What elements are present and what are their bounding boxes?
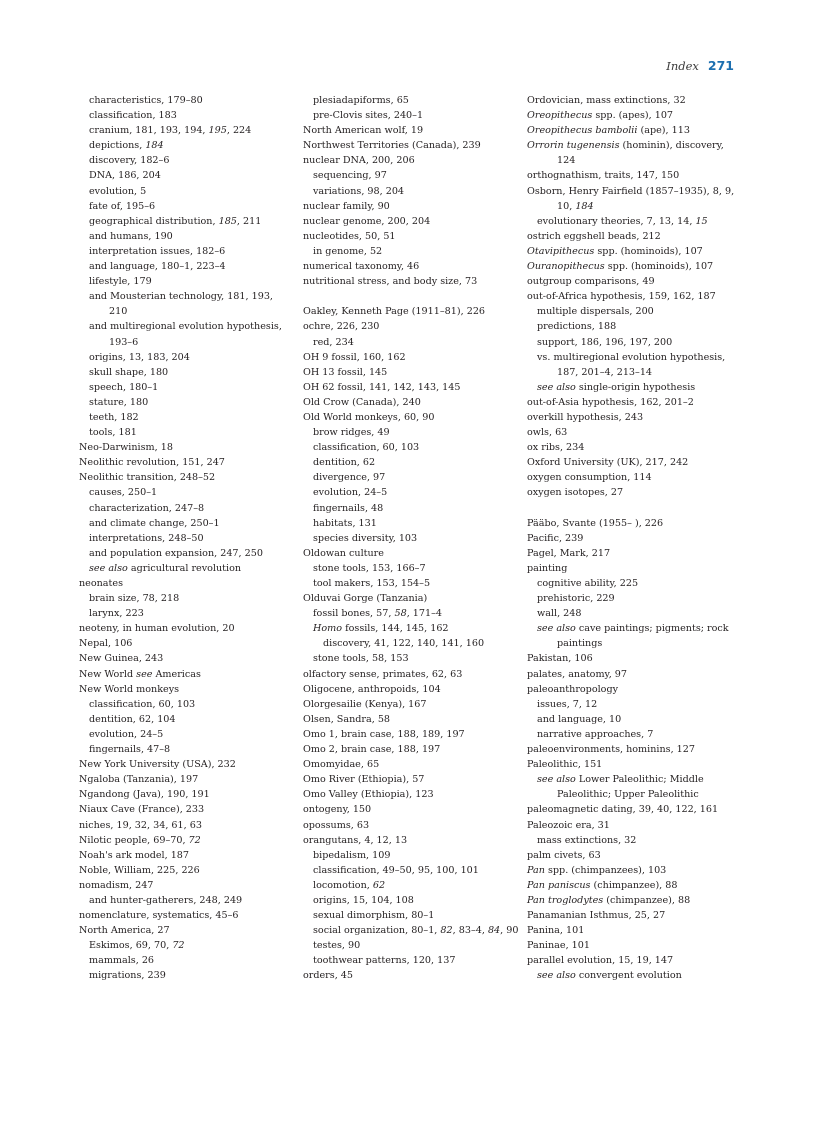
- index-entry: New Guinea, 243: [79, 653, 164, 665]
- index-subentry: issues, 7, 12: [537, 698, 598, 710]
- index-subentry: discovery, 41, 122, 140, 141, 160: [323, 638, 485, 650]
- index-subentry: interpretation issues, 182–6: [89, 245, 226, 257]
- index-subentry: skull shape, 180: [89, 366, 169, 378]
- index-entry: Ngaloba (Tanzania), 197: [79, 774, 199, 786]
- index-subentry: social organization, 80–1, 82, 83–4, 84, 90: [313, 925, 519, 937]
- index-entry: Ordovician, mass extinctions, 32: [527, 95, 686, 106]
- index-entry: owls, 63: [527, 427, 568, 439]
- index-entry: Omo River (Ethiopia), 57: [303, 774, 425, 786]
- index-subentry: brow ridges, 49: [313, 427, 390, 439]
- index-entry: Olduvai Gorge (Tanzania): [303, 593, 428, 605]
- running-header: [666, 58, 734, 73]
- index-entry: Pan troglodytes (chimpanzee), 88: [527, 894, 691, 906]
- index-entry: New York University (USA), 232: [79, 759, 236, 771]
- index-entry: Northwest Territories (Canada), 239: [303, 140, 481, 152]
- index-entry: neoteny, in human evolution, 20: [79, 623, 235, 635]
- page-number: 271: [707, 58, 734, 73]
- index-entry: Old World monkeys, 60, 90: [303, 411, 435, 423]
- index-entry: OH 13 fossil, 145: [303, 366, 388, 378]
- index-subentry: locomotion, 62: [313, 879, 386, 891]
- index-entry: Osborn, Henry Fairfield (1857–1935), 8, 9,: [527, 185, 735, 197]
- index-subentry: larynx, 223: [89, 608, 144, 620]
- index-subentry: pre-Clovis sites, 240–1: [313, 110, 424, 122]
- index-column-1: [79, 93, 294, 984]
- index-subentry: interpretations, 248–50: [89, 532, 204, 544]
- running-header-label: Index: [666, 59, 699, 73]
- index-subentry: narrative approaches, 7: [537, 728, 654, 740]
- index-subentry: cognitive ability, 225: [537, 578, 639, 589]
- index-entry: Oreopithecus bambolii (ape), 113: [527, 125, 690, 137]
- index-entry: nucleotides, 50, 51: [303, 230, 396, 242]
- index-entry: paleoanthropology: [527, 683, 619, 695]
- index-subentry: and language, 10: [537, 713, 622, 725]
- index-subentry: Eskimos, 69, 70, 72: [89, 940, 185, 952]
- index-entry: palm civets, 63: [527, 849, 601, 861]
- index-subentry: fingernails, 47–8: [89, 744, 171, 756]
- index-entry: North American wolf, 19: [303, 125, 424, 137]
- index-subentry: plesiadapiforms, 65: [313, 95, 409, 106]
- index-subentry: see also cave paintings; pigments; rock: [537, 623, 729, 635]
- index-subentry: teeth, 182: [89, 411, 139, 423]
- index-subentry: speech, 180–1: [89, 381, 159, 393]
- index-entry: oxygen consumption, 114: [527, 472, 652, 484]
- index-entry: Old Crow (Canada), 240: [303, 396, 421, 408]
- index-entry: Pan spp. (chimpanzees), 103: [527, 864, 667, 876]
- index-entry: out-of-Africa hypothesis, 159, 162, 187: [527, 291, 716, 303]
- index-entry: Pakistan, 106: [527, 653, 593, 665]
- index-entry: orangutans, 4, 12, 13: [303, 834, 408, 846]
- index-subentry: characteristics, 179–80: [89, 95, 203, 106]
- index-entry: nomenclature, systematics, 45–6: [79, 910, 239, 922]
- index-entry: paleoenvironments, hominins, 127: [527, 744, 695, 756]
- index-subentry: and climate change, 250–1: [89, 517, 220, 529]
- index-entry: Pagel, Mark, 217: [527, 547, 611, 559]
- index-subentry: geographical distribution, 185, 211: [89, 215, 262, 227]
- index-entry: Nilotic people, 69–70, 72: [79, 834, 201, 846]
- index-subentry: species diversity, 103: [313, 532, 418, 544]
- index-entry: palates, anatomy, 97: [527, 668, 628, 680]
- index-subentry: origins, 13, 183, 204: [89, 351, 190, 363]
- index-subentry: mammals, 26: [89, 955, 155, 967]
- index-entry: Panamanian Isthmus, 25, 27: [527, 910, 666, 922]
- index-subentry: and language, 180–1, 223–4: [89, 261, 226, 273]
- index-entry: out-of-Asia hypothesis, 162, 201–2: [527, 396, 694, 408]
- index-entry: Niaux Cave (France), 233: [79, 804, 205, 816]
- index-subentry: vs. multiregional evolution hypothesis,: [537, 351, 726, 363]
- index-entry: nuclear DNA, 200, 206: [303, 155, 415, 167]
- index-subentry: evolution, 5: [89, 185, 147, 197]
- index-subentry: fingernails, 48: [313, 502, 384, 514]
- index-subentry: classification, 49–50, 95, 100, 101: [313, 864, 479, 876]
- index-entry: New World monkeys: [79, 683, 180, 695]
- index-subentry: classification, 183: [89, 110, 177, 122]
- index-entry: orthognathism, traits, 147, 150: [527, 170, 680, 182]
- index-subentry: habitats, 131: [313, 517, 377, 529]
- index-entry: Neo-Darwinism, 18: [79, 442, 173, 454]
- index-subentry: see also Lower Paleolithic; Middle: [537, 774, 704, 786]
- index-entry: Paninae, 101: [527, 940, 590, 952]
- index-subentry: fossil bones, 57, 58, 171–4: [313, 608, 442, 620]
- index-subentry: mass extinctions, 32: [537, 834, 637, 846]
- index-subentry: red, 234: [313, 336, 354, 348]
- index-entry: Paleolithic, 151: [527, 759, 603, 771]
- index-subentry: DNA, 186, 204: [89, 170, 161, 182]
- index-subentry: Paleolithic; Upper Paleolithic: [557, 789, 699, 801]
- index-subentry: predictions, 188: [537, 321, 617, 333]
- index-entry: neonates: [79, 578, 123, 589]
- index-entry: Olorgesailie (Kenya), 167: [303, 698, 427, 710]
- index-entry: Noble, William, 225, 226: [79, 864, 200, 876]
- index-subentry: prehistoric, 229: [537, 593, 615, 605]
- index-entry: niches, 19, 32, 34, 61, 63: [79, 819, 202, 831]
- index-subentry: Homo fossils, 144, 145, 162: [313, 623, 449, 635]
- index-subentry: migrations, 239: [89, 970, 166, 982]
- index-entry: Pacific, 239: [527, 532, 584, 544]
- index-subentry: classification, 60, 103: [313, 442, 420, 454]
- index-subentry: paintings: [557, 638, 603, 650]
- index-entry: numerical taxonomy, 46: [303, 261, 420, 273]
- index-subentry: divergence, 97: [313, 472, 386, 484]
- index-entry: paleomagnetic dating, 39, 40, 122, 161: [527, 804, 719, 816]
- index-entry: Omo 2, brain case, 188, 197: [303, 744, 441, 756]
- index-subentry: tool makers, 153, 154–5: [313, 578, 431, 589]
- index-entry: orders, 45: [303, 970, 353, 982]
- index-entry: Oxford University (UK), 217, 242: [527, 457, 689, 469]
- index-subentry: brain size, 78, 218: [89, 593, 180, 605]
- index-section-gap: [527, 501, 742, 516]
- index-subentry: and population expansion, 247, 250: [89, 547, 263, 559]
- index-subentry: wall, 248: [537, 608, 582, 620]
- index-subentry: causes, 250–1: [89, 487, 158, 499]
- index-entry: Oakley, Kenneth Page (1911–81), 226: [303, 306, 486, 318]
- index-subentry: dentition, 62: [313, 457, 376, 469]
- index-subentry: characterization, 247–8: [89, 502, 205, 514]
- index-subentry: classification, 60, 103: [89, 698, 196, 710]
- index-subentry: and Mousterian technology, 181, 193,: [89, 291, 273, 303]
- index-entry: Ngandong (Java), 190, 191: [79, 789, 210, 801]
- index-entry: Nepal, 106: [79, 638, 133, 650]
- index-entry: Panina, 101: [527, 925, 585, 937]
- index-entry: Ouranopithecus spp. (hominoids), 107: [527, 261, 714, 273]
- index-entry: North America, 27: [79, 925, 170, 937]
- index-subentry: dentition, 62, 104: [89, 713, 176, 725]
- index-entry: Paleozoic era, 31: [527, 819, 610, 831]
- index-subentry: bipedalism, 109: [313, 849, 391, 861]
- index-entry: painting: [527, 562, 568, 574]
- index-entry: Oreopithecus spp. (apes), 107: [527, 110, 674, 122]
- index-subentry: tools, 181: [89, 427, 137, 439]
- index-entry: olfactory sense, primates, 62, 63: [303, 668, 463, 680]
- index-entry: nuclear genome, 200, 204: [303, 215, 431, 227]
- index-subentry: testes, 90: [313, 940, 361, 952]
- index-subentry: sequencing, 97: [313, 170, 387, 182]
- index-entry: nuclear family, 90: [303, 200, 390, 212]
- index-entry: Pan paniscus (chimpanzee), 88: [527, 879, 678, 891]
- index-subentry: see also convergent evolution: [537, 970, 682, 982]
- index-subentry: 210: [109, 306, 128, 318]
- index-subentry: evolutionary theories, 7, 13, 14, 15: [537, 215, 708, 227]
- index-entry: Orrorin tugenensis (hominin), discovery,: [527, 140, 724, 152]
- index-column-2: [303, 93, 518, 984]
- index-subentry: evolution, 24–5: [89, 728, 164, 740]
- index-subentry: origins, 15, 104, 108: [313, 894, 414, 906]
- index-subentry: multiple dispersals, 200: [537, 306, 654, 318]
- index-subentry: 193–6: [109, 336, 139, 348]
- index-entry: OH 9 fossil, 160, 162: [303, 351, 406, 363]
- index-entry: Omomyidae, 65: [303, 759, 380, 771]
- index-subentry: in genome, 52: [313, 245, 383, 257]
- index-entry: Neolithic transition, 248–52: [79, 472, 216, 484]
- index-subentry: and hunter-gatherers, 248, 249: [89, 894, 243, 906]
- index-entry: oxygen isotopes, 27: [527, 487, 624, 499]
- index-subentry: and humans, 190: [89, 230, 173, 242]
- index-subentry: see also single-origin hypothesis: [537, 381, 696, 393]
- index-entry: Omo 1, brain case, 188, 189, 197: [303, 728, 465, 740]
- index-entry: Olsen, Sandra, 58: [303, 713, 391, 725]
- index-entry: ontogeny, 150: [303, 804, 372, 816]
- index-entry: outgroup comparisons, 49: [527, 276, 655, 288]
- index-entry: New World see Americas: [79, 668, 201, 680]
- index-subentry: stature, 180: [89, 396, 149, 408]
- index-subentry: stone tools, 58, 153: [313, 653, 409, 665]
- index-subentry: see also agricultural revolution: [89, 562, 242, 574]
- index-entry: Omo Valley (Ethiopia), 123: [303, 789, 434, 801]
- index-entry: parallel evolution, 15, 19, 147: [527, 955, 674, 967]
- index-subentry: variations, 98, 204: [313, 185, 405, 197]
- index-entry: overkill hypothesis, 243: [527, 411, 644, 423]
- index-column-3: [527, 93, 742, 984]
- index-entry: Pääbo, Svante (1955– ), 226: [527, 517, 664, 529]
- index-entry: ochre, 226, 230: [303, 321, 380, 333]
- index-entry: nomadism, 247: [79, 879, 154, 891]
- index-subentry: fate of, 195–6: [89, 200, 156, 212]
- index-entry: Oldowan culture: [303, 547, 384, 559]
- index-subentry: sexual dimorphism, 80–1: [313, 910, 435, 922]
- index-entry: Oligocene, anthropoids, 104: [303, 683, 441, 695]
- index-subentry: cranium, 181, 193, 194, 195, 224: [89, 125, 252, 137]
- index-entry: Noah's ark model, 187: [79, 849, 190, 861]
- index-subentry: toothwear patterns, 120, 137: [313, 955, 456, 967]
- index-entry: Neolithic revolution, 151, 247: [79, 457, 225, 469]
- index-subentry: stone tools, 153, 166–7: [313, 562, 426, 574]
- index-subentry: and multiregional evolution hypothesis,: [89, 321, 282, 333]
- index-subentry: support, 186, 196, 197, 200: [537, 336, 673, 348]
- index-subentry: evolution, 24–5: [313, 487, 388, 499]
- index-entry: nutritional stress, and body size, 73: [303, 276, 478, 288]
- index-subentry: depictions, 184: [89, 140, 164, 152]
- index-subentry: discovery, 182–6: [89, 155, 170, 167]
- index-entry: opossums, 63: [303, 819, 370, 831]
- index-entry: ox ribs, 234: [527, 442, 585, 454]
- index-subentry: 124: [557, 155, 576, 167]
- index-entry: OH 62 fossil, 141, 142, 143, 145: [303, 381, 461, 393]
- index-subentry: 187, 201–4, 213–14: [557, 366, 653, 378]
- index-section-gap: [303, 289, 518, 304]
- index-subentry: lifestyle, 179: [89, 276, 152, 288]
- index-subentry: 10, 184: [557, 200, 594, 212]
- index-entry: ostrich eggshell beads, 212: [527, 230, 661, 242]
- index-entry: Otavipithecus spp. (hominoids), 107: [527, 245, 703, 257]
